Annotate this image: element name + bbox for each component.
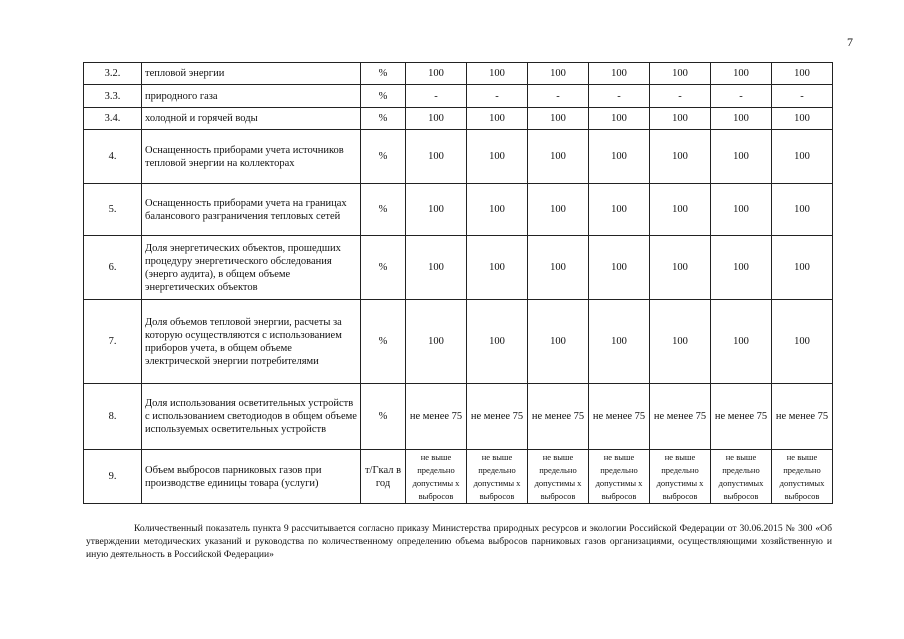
value-cell: не менее 75 [589, 384, 650, 450]
unit-cell: % [361, 130, 406, 184]
row-number: 3.4. [84, 108, 142, 130]
value-cell: не выше предельно допустимы х выбросов [528, 450, 589, 504]
value-cell: 100 [650, 236, 711, 300]
table-row [84, 384, 833, 450]
value-cell: 100 [406, 63, 467, 85]
row-number: 6. [84, 236, 142, 300]
indicator-name: Оснащенность приборами учета на границах балансового разграничения тепловых сетей [142, 184, 361, 236]
value-cell: не менее 75 [467, 384, 528, 450]
unit-cell: % [361, 384, 406, 450]
row-number: 5. [84, 184, 142, 236]
value-cell: - [711, 85, 772, 108]
value-cell: 100 [589, 130, 650, 184]
table-row [84, 300, 833, 384]
value-cell: 100 [528, 300, 589, 384]
value-cell: 100 [406, 130, 467, 184]
value-cell: не выше предельно допустимы х выбросов [467, 450, 528, 504]
unit-cell: % [361, 184, 406, 236]
table-row [84, 85, 833, 108]
value-cell: - [772, 85, 833, 108]
indicators-table [83, 62, 833, 504]
unit-cell: % [361, 63, 406, 85]
value-cell: 100 [589, 108, 650, 130]
indicator-name: Оснащенность приборами учета источников тепловой энергии на коллекторах [142, 130, 361, 184]
row-number: 3.2. [84, 63, 142, 85]
value-cell: 100 [772, 236, 833, 300]
value-cell: - [650, 85, 711, 108]
value-cell: не выше предельно допустимых выбросов [772, 450, 833, 504]
indicator-name: тепловой энергии [142, 63, 361, 85]
value-cell: не менее 75 [772, 384, 833, 450]
value-cell: 100 [528, 184, 589, 236]
table-row [84, 450, 833, 504]
row-number: 4. [84, 130, 142, 184]
indicator-name: природного газа [142, 85, 361, 108]
value-cell: не выше предельно допустимых выбросов [711, 450, 772, 504]
value-cell: - [467, 85, 528, 108]
footnote [86, 522, 832, 561]
value-cell: - [406, 85, 467, 108]
value-cell: 100 [772, 63, 833, 85]
indicator-name: Объем выбросов парниковых газов при производстве единицы товара (услуги) [142, 450, 361, 504]
value-cell: 100 [650, 300, 711, 384]
table-row [84, 184, 833, 236]
value-cell: 100 [650, 184, 711, 236]
value-cell: 100 [650, 130, 711, 184]
table-row [84, 130, 833, 184]
value-cell: 100 [528, 130, 589, 184]
indicator-name: Доля объемов тепловой энергии, расчеты за которую осуществляются с использованием приборов учета, в общем объеме электрической энергии потребителями [142, 300, 361, 384]
value-cell: не менее 75 [650, 384, 711, 450]
value-cell: 100 [711, 130, 772, 184]
unit-cell: % [361, 300, 406, 384]
value-cell: не выше предельно допустимы х выбросов [650, 450, 711, 504]
value-cell: 100 [589, 63, 650, 85]
table-row [84, 236, 833, 300]
value-cell: 100 [589, 236, 650, 300]
value-cell: 100 [467, 236, 528, 300]
value-cell: 100 [711, 300, 772, 384]
value-cell: 100 [467, 300, 528, 384]
value-cell: - [589, 85, 650, 108]
table-row [84, 108, 833, 130]
unit-cell: % [361, 85, 406, 108]
value-cell: 100 [406, 184, 467, 236]
value-cell: не менее 75 [528, 384, 589, 450]
value-cell: - [528, 85, 589, 108]
value-cell: 100 [406, 300, 467, 384]
value-cell: 100 [467, 184, 528, 236]
value-cell: 100 [772, 130, 833, 184]
value-cell: 100 [650, 63, 711, 85]
value-cell: 100 [650, 108, 711, 130]
unit-cell: % [361, 108, 406, 130]
value-cell: 100 [772, 184, 833, 236]
row-number: 7. [84, 300, 142, 384]
value-cell: 100 [711, 236, 772, 300]
value-cell: не менее 75 [406, 384, 467, 450]
unit-cell: т/Гкал в год [361, 450, 406, 504]
value-cell: 100 [711, 63, 772, 85]
value-cell: 100 [528, 236, 589, 300]
value-cell: 100 [467, 130, 528, 184]
value-cell: 100 [528, 108, 589, 130]
value-cell: 100 [406, 108, 467, 130]
table-row [84, 63, 833, 85]
value-cell: 100 [772, 108, 833, 130]
row-number: 3.3. [84, 85, 142, 108]
value-cell: 100 [467, 108, 528, 130]
unit-cell: % [361, 236, 406, 300]
indicator-name: Доля энергетических объектов, прошедших процедуру энергетического обследования (энерго аудита), в общем объеме энергетических объектов [142, 236, 361, 300]
page-number: 7 [847, 35, 853, 49]
value-cell: 100 [589, 184, 650, 236]
row-number: 9. [84, 450, 142, 504]
indicator-name: Доля использования осветительных устройств с использованием светодиодов в общем объеме используемых осветительных устройств [142, 384, 361, 450]
value-cell: не менее 75 [711, 384, 772, 450]
footnote-text: Количественный показатель пункта 9 рассчитывается согласно приказу Министерства природных ресурсов и экологии Российской Федерации от 30.06.2015 № 300 «Об утверждении методических указаний и руководства по количественному определению объема выбросов парниковых газов организациями, осуществляющими хозяйственную и иную деятельность в Российской Федерации» [86, 523, 832, 560]
value-cell: 100 [711, 108, 772, 130]
row-number: 8. [84, 384, 142, 450]
value-cell: 100 [772, 300, 833, 384]
value-cell: 100 [467, 63, 528, 85]
value-cell: 100 [528, 63, 589, 85]
value-cell: 100 [711, 184, 772, 236]
value-cell: 100 [406, 236, 467, 300]
value-cell: 100 [589, 300, 650, 384]
value-cell: не выше предельно допустимы х выбросов [589, 450, 650, 504]
value-cell: не выше предельно допустимы х выбросов [406, 450, 467, 504]
indicator-name: холодной и горячей воды [142, 108, 361, 130]
